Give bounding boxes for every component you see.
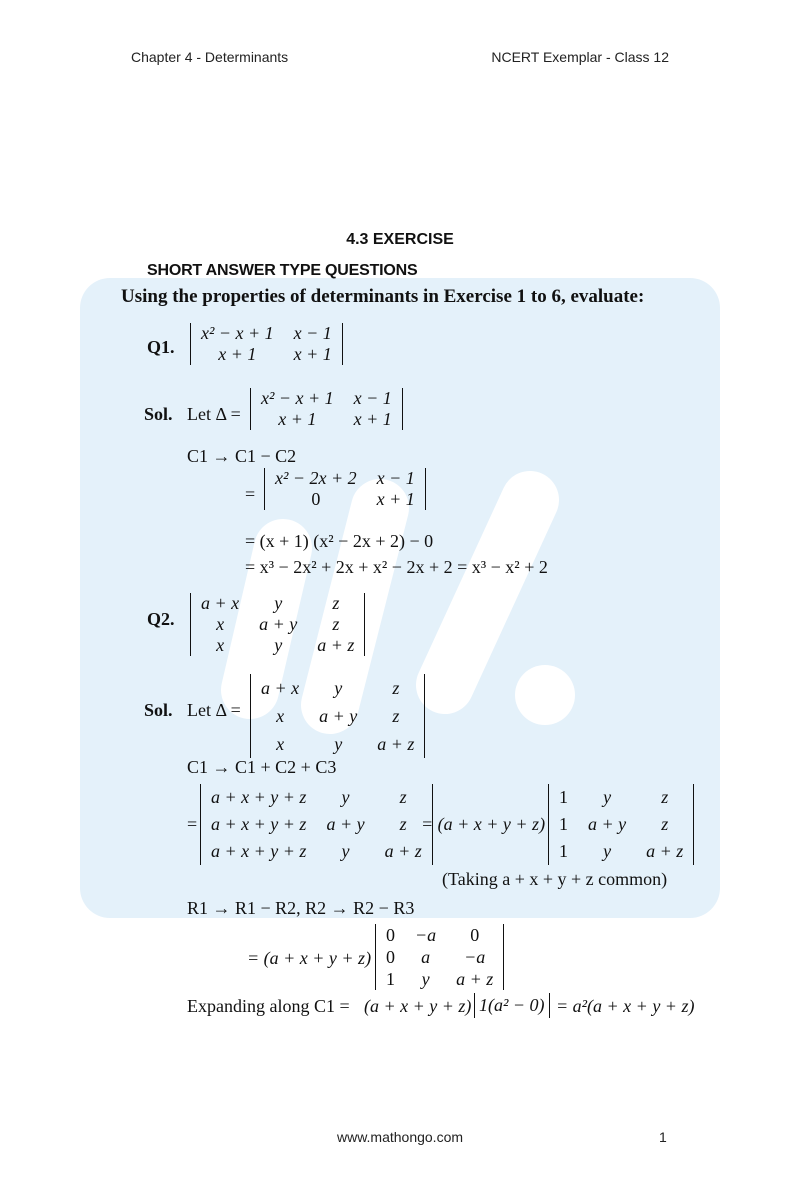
q2-determinant-factored: 1 y z 1 a + y z 1 y a + z (548, 784, 694, 865)
q2-determinant-sum: a + x + y + z y z a + x + y + z a + y z a + x + y + z y a + z (200, 784, 433, 865)
exercise-intro: Using the properties of determinants in Exercise 1 to 6, evaluate: (121, 286, 645, 307)
q2-label: Q2. (147, 609, 175, 629)
page-number: 1 (659, 1129, 667, 1145)
q1-step-1: = (x + 1) (x² − 2x + 2) − 0 (245, 531, 434, 551)
header-chapter: Chapter 4 - Determinants (131, 49, 289, 65)
q2-sol-label: Sol. (144, 700, 173, 720)
footer-url: www.mathongo.com (336, 1129, 464, 1145)
q1-determinant: x² − x + 1 x − 1 x + 1 x + 1 (190, 323, 343, 365)
q2-determinant-delta: a + x y z x a + y z x y a + z (250, 674, 425, 758)
q2-expansion-determinant: 1(a² − 0) (474, 993, 550, 1018)
q1-determinant-delta: x² − x + 1 x − 1 x + 1 x + 1 (250, 388, 403, 430)
q2-expansion-text: Expanding along C1 = (187, 996, 350, 1016)
q1-label: Q1. (147, 337, 175, 357)
header-book: NCERT Exemplar - Class 12 (491, 49, 669, 65)
q2-determinant: a + x y z x a + y z x y a + z (190, 593, 365, 656)
section-heading: SHORT ANSWER TYPE QUESTIONS (147, 262, 418, 279)
q1-step-2: = x³ − 2x² + 2x + x² − 2x + 2 = x³ − x² + 2 (245, 557, 548, 577)
q2-determinant-final: 0 −a 0 0 a −a 1 y a + z (375, 924, 504, 990)
q2-result: = a²(a + x + y + z) (556, 996, 695, 1016)
q2-let: Let Δ = (187, 700, 241, 720)
q2-equals: = (187, 814, 198, 834)
exercise-title: 4.3 EXERCISE (346, 231, 454, 248)
q1-column-operation: C1 → C1 − C2 (187, 446, 297, 466)
q2-expansion-factor: (a + x + y + z) (364, 996, 472, 1016)
q1-sol-label: Sol. (144, 404, 173, 424)
q2-column-operation: C1 → C1 + C2 + C3 (187, 757, 337, 777)
q2-row-operation: R1 → R1 − R2, R2 → R2 − R3 (187, 898, 415, 918)
q1-equals: = (245, 484, 256, 504)
q2-common-note: (Taking a + x + y + z common) (442, 869, 668, 889)
q1-determinant-reduced: x² − 2x + 2 x − 1 0 x + 1 (264, 468, 426, 510)
q2-common-factor: = (a + x + y + z) (421, 814, 546, 834)
q2-common-factor-2: = (a + x + y + z) (247, 948, 372, 968)
q1-let: Let Δ = (187, 404, 241, 424)
